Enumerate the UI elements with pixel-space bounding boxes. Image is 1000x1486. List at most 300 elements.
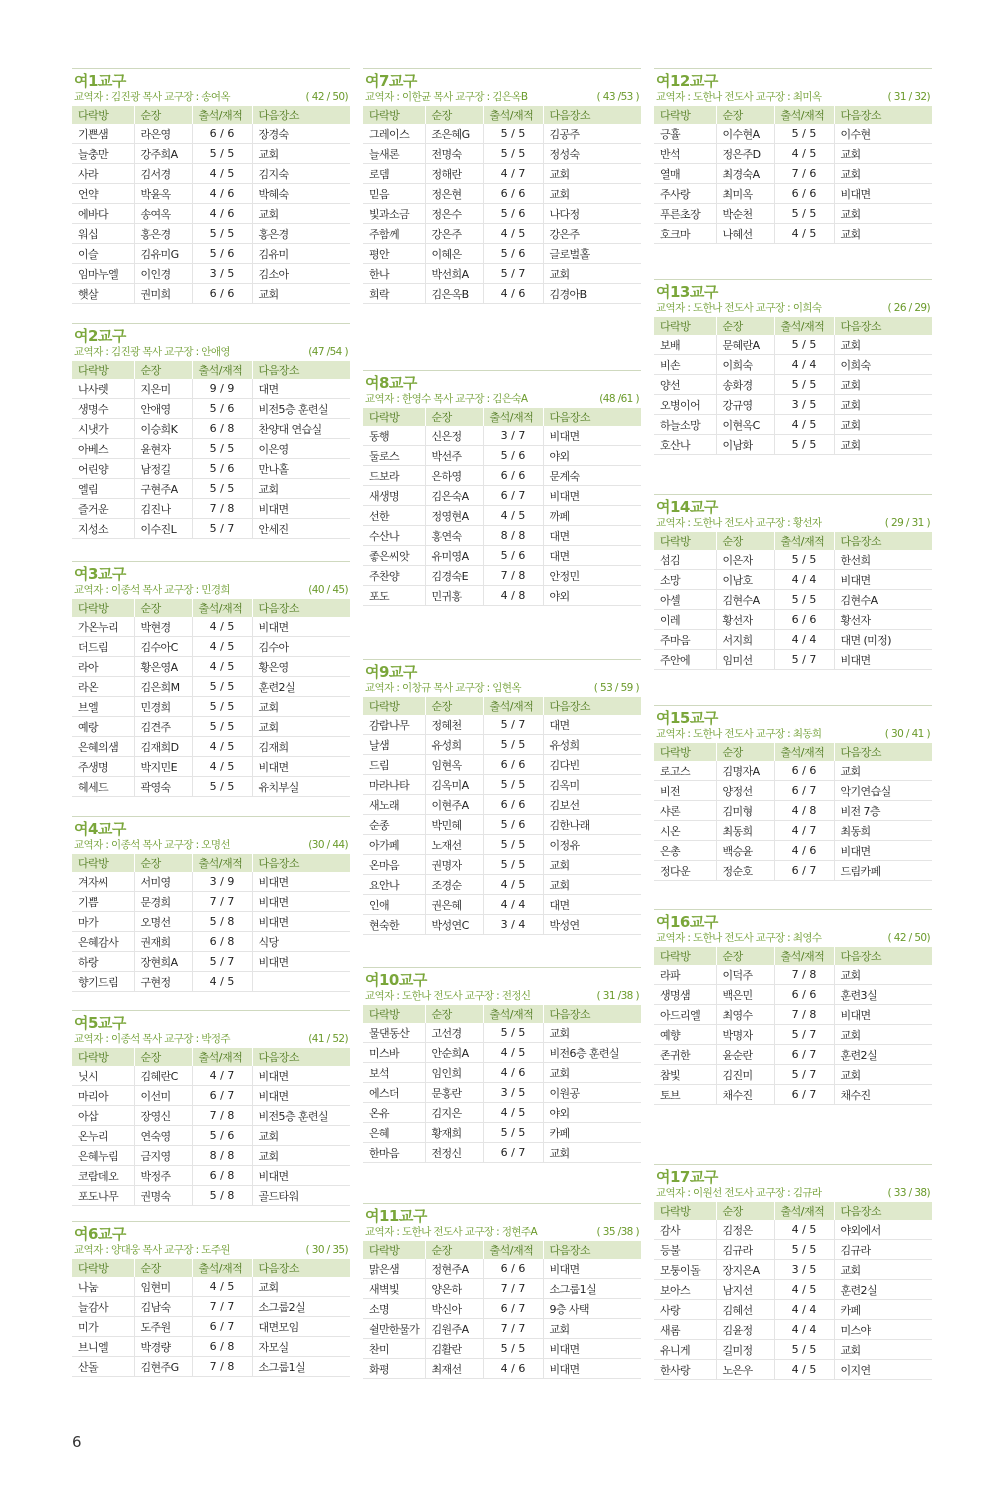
section-top-rule [654, 68, 932, 69]
next-location-header: 다음장소 [252, 854, 350, 872]
leader-name: 민경희 [134, 697, 192, 717]
group-name: 보아스 [654, 1280, 716, 1300]
leader-name: 남지선 [716, 1280, 774, 1300]
next-location: 교회 [543, 184, 641, 204]
district-info [654, 1186, 932, 1202]
next-location: 교회 [834, 144, 932, 164]
next-location: 교회 [543, 875, 641, 895]
leader-header: 순장 [134, 1259, 192, 1277]
table-row [363, 426, 641, 446]
district-leaders: 교역자 : 도한나 전도사 교구장 : 최동희 [656, 728, 822, 740]
district-section [654, 913, 932, 1105]
leader-name: 김윤정 [716, 1320, 774, 1340]
next-location-header: 다음장소 [834, 1202, 932, 1220]
next-location: 대면 [252, 379, 350, 399]
table-header-row [654, 947, 932, 965]
next-location: 비전5층 훈련실 [252, 1106, 350, 1126]
group-name: 토브 [654, 1085, 716, 1105]
leader-name: 송여옥 [134, 204, 192, 224]
group-name: 한나 [363, 264, 425, 284]
group-name: 한사랑 [654, 1360, 716, 1380]
leader-header: 순장 [134, 361, 192, 379]
leader-name: 윤현자 [134, 439, 192, 459]
leader-name: 박민혜 [425, 815, 483, 835]
table-header-row [363, 1241, 641, 1259]
group-name: 아가페 [363, 835, 425, 855]
group-name: 사랑 [654, 1300, 716, 1320]
table-row [363, 1339, 641, 1359]
group-name: 소명 [363, 1299, 425, 1319]
attendance: 3 / 4 [483, 915, 543, 935]
group-name: 참빛 [654, 1065, 716, 1085]
attendance: 5 / 5 [774, 590, 834, 610]
attendance: 6 / 8 [192, 1337, 252, 1357]
district-leaders: 교역자 : 이창규 목사 교구장 : 임현옥 [365, 682, 521, 694]
leader-name: 김현수A [716, 590, 774, 610]
district-leaders: 교역자 : 도한나 전도사 교구장 : 최영수 [656, 932, 822, 944]
leader-name: 전정신 [425, 1143, 483, 1163]
group-header: 다락방 [72, 1048, 134, 1066]
leader-name: 최재선 [425, 1359, 483, 1379]
next-location: 비대면 [834, 841, 932, 861]
table-row [363, 224, 641, 244]
leader-name: 문경희 [134, 892, 192, 912]
attendance: 3 / 5 [192, 264, 252, 284]
group-table [654, 1202, 933, 1380]
district-section [72, 1225, 350, 1377]
attendance: 4 / 5 [192, 637, 252, 657]
table-row [72, 677, 350, 697]
attendance: 9 / 9 [192, 379, 252, 399]
group-name: 소망 [654, 570, 716, 590]
attendance-header: 출석/재적 [774, 532, 834, 550]
group-table [363, 106, 642, 304]
table-row [363, 1259, 641, 1279]
table-row [72, 144, 350, 164]
leader-name: 최동희 [716, 821, 774, 841]
next-location: 교회 [252, 204, 350, 224]
leader-name: 김정은 [716, 1220, 774, 1240]
attendance: 4 / 5 [774, 144, 834, 164]
group-name: 현숙한 [363, 915, 425, 935]
next-location: 교회 [834, 1025, 932, 1045]
group-table [654, 317, 933, 455]
attendance: 7 / 8 [774, 1005, 834, 1025]
group-name: 생명수 [72, 399, 134, 419]
district-leaders: 교역자 : 이한균 목사 교구장 : 김은옥B [365, 91, 528, 103]
next-location: 비대면 [543, 1339, 641, 1359]
next-location: 만나홀 [252, 459, 350, 479]
attendance-header: 출석/재적 [192, 1048, 252, 1066]
group-name: 아베스 [72, 439, 134, 459]
next-location: 비대면 [252, 617, 350, 637]
group-name: 늘새론 [363, 144, 425, 164]
next-location: 비대면 [252, 892, 350, 912]
table-row [72, 519, 350, 539]
district-title: 여11교구 [365, 1207, 427, 1225]
district-leaders: 교역자 : 이원선 전도사 교구장 : 김규라 [656, 1187, 822, 1199]
group-name: 은혜감사 [72, 932, 134, 952]
district-attendance-count: ( 26 / 29) [887, 302, 930, 314]
table-row [363, 775, 641, 795]
district-attendance-count: ( 30 / 41 ) [884, 728, 930, 740]
next-location-header: 다음장소 [834, 317, 932, 335]
group-name: 좋은씨앗 [363, 546, 425, 566]
table-header-row [72, 106, 350, 124]
leader-name: 노재선 [425, 835, 483, 855]
leader-name: 윤순란 [716, 1045, 774, 1065]
next-location: 이원공 [543, 1083, 641, 1103]
group-name: 보석 [363, 1063, 425, 1083]
district-attendance-count: ( 42 / 50) [887, 932, 930, 944]
next-location: 비대면 [543, 1259, 641, 1279]
next-location: 교회 [252, 1126, 350, 1146]
table-row [72, 124, 350, 144]
leader-name: 유미영A [425, 546, 483, 566]
attendance: 6 / 6 [192, 124, 252, 144]
attendance: 4 / 5 [483, 506, 543, 526]
attendance: 6 / 7 [483, 1299, 543, 1319]
group-name: 비전 [654, 781, 716, 801]
leader-name: 정은현 [425, 184, 483, 204]
table-row [654, 985, 932, 1005]
district-title: 여3교구 [74, 565, 126, 583]
attendance: 3 / 5 [774, 395, 834, 415]
group-name: 믿음 [363, 184, 425, 204]
table-row [654, 1065, 932, 1085]
leader-name: 박선주 [425, 446, 483, 466]
table-row [654, 630, 932, 650]
district-attendance-count: (41 / 52) [308, 1033, 348, 1045]
leader-name: 금지영 [134, 1146, 192, 1166]
group-name: 유니게 [654, 1340, 716, 1360]
group-name: 늘감사 [72, 1297, 134, 1317]
next-location: 까페 [543, 506, 641, 526]
group-name: 에스더 [363, 1083, 425, 1103]
group-header: 다락방 [363, 1241, 425, 1259]
table-row [654, 550, 932, 570]
next-location: 교회 [834, 164, 932, 184]
group-name: 워십 [72, 224, 134, 244]
attendance: 5 / 6 [192, 459, 252, 479]
table-row [654, 1300, 932, 1320]
district-leaders: 교역자 : 이종석 목사 교구장 : 민경희 [74, 584, 230, 596]
leader-name: 김견주 [134, 717, 192, 737]
table-row [72, 717, 350, 737]
group-name: 순종 [363, 815, 425, 835]
attendance: 3 / 5 [774, 1260, 834, 1280]
group-table [654, 743, 933, 881]
attendance: 7 / 8 [774, 965, 834, 985]
section-top-rule [72, 68, 350, 69]
next-location: 교회 [834, 1260, 932, 1280]
attendance: 4 / 5 [483, 224, 543, 244]
district-section [363, 374, 641, 606]
leader-name: 조경순 [425, 875, 483, 895]
table-row [72, 1277, 350, 1297]
leader-name: 김재희D [134, 737, 192, 757]
leader-name: 김경숙E [425, 566, 483, 586]
attendance: 7 / 7 [483, 1279, 543, 1299]
next-location: 비전5층 훈련실 [252, 399, 350, 419]
attendance: 6 / 7 [774, 781, 834, 801]
next-location: 대면 [543, 895, 641, 915]
leader-header: 순장 [134, 854, 192, 872]
group-table [72, 106, 351, 304]
next-location: 교회 [252, 1277, 350, 1297]
leader-header: 순장 [716, 317, 774, 335]
next-location: 김현수A [834, 590, 932, 610]
leader-name: 조은혜G [425, 124, 483, 144]
group-table [72, 1259, 351, 1377]
attendance: 5 / 7 [192, 519, 252, 539]
district-title: 여2교구 [74, 327, 126, 345]
leader-name: 길미정 [716, 1340, 774, 1360]
table-row [363, 735, 641, 755]
attendance: 5 / 5 [192, 224, 252, 244]
next-location: 김공주 [543, 124, 641, 144]
attendance: 5 / 5 [192, 777, 252, 797]
table-row [654, 861, 932, 881]
group-name: 늘충만 [72, 144, 134, 164]
leader-header: 순장 [425, 1005, 483, 1023]
attendance: 4 / 5 [192, 757, 252, 777]
next-location: 유치부실 [252, 777, 350, 797]
next-location: 김규라 [834, 1240, 932, 1260]
attendance-header: 출석/재적 [774, 317, 834, 335]
group-name: 주찬양 [363, 566, 425, 586]
next-location: 교회 [834, 761, 932, 781]
group-table [363, 1241, 642, 1379]
group-name: 주함께 [363, 224, 425, 244]
table-row [654, 1340, 932, 1360]
leader-name: 강규영 [716, 395, 774, 415]
group-header: 다락방 [72, 599, 134, 617]
table-header-row [654, 317, 932, 335]
attendance: 5 / 5 [192, 677, 252, 697]
next-location: 나다정 [543, 204, 641, 224]
district-section [72, 327, 350, 539]
leader-name: 이남화 [716, 435, 774, 455]
table-row [72, 972, 350, 992]
attendance: 4 / 5 [192, 617, 252, 637]
group-name: 브니엘 [72, 1337, 134, 1357]
attendance: 4 / 8 [483, 586, 543, 606]
table-row [72, 1357, 350, 1377]
leader-name: 정현주A [425, 1259, 483, 1279]
leader-name: 박현경 [134, 617, 192, 637]
leader-name: 황선자 [716, 610, 774, 630]
table-row [363, 875, 641, 895]
district-leaders: 교역자 : 양대웅 목사 교구장 : 도주원 [74, 1244, 230, 1256]
leader-name: 김은숙A [425, 486, 483, 506]
next-location: 골드타워 [252, 1186, 350, 1206]
leader-name: 황은영A [134, 657, 192, 677]
group-name: 라파 [654, 965, 716, 985]
district-attendance-count: ( 42 / 50) [305, 91, 348, 103]
next-location [252, 972, 350, 992]
attendance-header: 출석/재적 [192, 1259, 252, 1277]
district-info [363, 681, 641, 697]
group-header: 다락방 [654, 743, 716, 761]
table-row [654, 1085, 932, 1105]
attendance: 5 / 8 [192, 1186, 252, 1206]
group-name: 겨자씨 [72, 872, 134, 892]
section-top-rule [654, 705, 932, 706]
district-attendance-count: ( 30 / 35) [305, 1244, 348, 1256]
next-location: 이지연 [834, 1360, 932, 1380]
next-location: 교회 [834, 204, 932, 224]
leader-name: 김규라 [716, 1240, 774, 1260]
attendance: 4 / 5 [774, 415, 834, 435]
leader-name: 김지은 [425, 1103, 483, 1123]
leader-name: 김진나 [134, 499, 192, 519]
table-row [363, 915, 641, 935]
leader-name: 임현옥 [425, 755, 483, 775]
next-location: 유성희 [543, 735, 641, 755]
next-location-header: 다음장소 [252, 1259, 350, 1277]
group-name: 나사렛 [72, 379, 134, 399]
district-info [363, 989, 641, 1005]
next-location: 교회 [834, 335, 932, 355]
leader-name: 라은영 [134, 124, 192, 144]
group-header: 다락방 [72, 854, 134, 872]
next-location: 비대면 [834, 184, 932, 204]
leader-name: 권재희 [134, 932, 192, 952]
table-header-row [363, 106, 641, 124]
group-name: 헤세드 [72, 777, 134, 797]
attendance: 4 / 4 [774, 630, 834, 650]
table-row [72, 1317, 350, 1337]
leader-name: 채수진 [716, 1085, 774, 1105]
group-name: 푸른초장 [654, 204, 716, 224]
district-section [363, 72, 641, 304]
attendance: 4 / 7 [483, 164, 543, 184]
group-name: 존귀한 [654, 1045, 716, 1065]
group-name: 이슬 [72, 244, 134, 264]
next-location-header: 다음장소 [834, 743, 932, 761]
attendance: 7 / 8 [192, 1106, 252, 1126]
group-name: 모퉁이돌 [654, 1260, 716, 1280]
leader-name: 이선미 [134, 1086, 192, 1106]
district-section [363, 971, 641, 1163]
next-location: 문계숙 [543, 466, 641, 486]
group-name: 새생명 [363, 486, 425, 506]
district-attendance-count: ( 35 /38 ) [596, 1226, 639, 1238]
leader-name: 김남숙 [134, 1297, 192, 1317]
group-header: 다락방 [72, 361, 134, 379]
attendance: 5 / 5 [774, 1340, 834, 1360]
table-row [654, 801, 932, 821]
group-header: 다락방 [654, 106, 716, 124]
district-attendance-count: ( 33 / 38) [887, 1187, 930, 1199]
attendance: 6 / 6 [774, 184, 834, 204]
attendance-header: 출석/재적 [483, 408, 543, 426]
section-top-rule [654, 279, 932, 280]
group-name: 드림 [363, 755, 425, 775]
group-name: 온유 [363, 1103, 425, 1123]
table-row [363, 795, 641, 815]
leader-name: 양정선 [716, 781, 774, 801]
leader-header: 순장 [716, 532, 774, 550]
next-location: 안세진 [252, 519, 350, 539]
next-location: 이은영 [252, 439, 350, 459]
table-row [654, 1260, 932, 1280]
group-table [654, 532, 933, 670]
attendance: 4 / 7 [192, 1066, 252, 1086]
table-row [72, 757, 350, 777]
leader-name: 임미선 [716, 650, 774, 670]
table-row [654, 335, 932, 355]
attendance: 8 / 8 [192, 1146, 252, 1166]
table-row [363, 586, 641, 606]
attendance: 5 / 7 [774, 1025, 834, 1045]
next-location-header: 다음장소 [252, 1048, 350, 1066]
group-name: 쉴만한물가 [363, 1319, 425, 1339]
table-row [72, 1297, 350, 1317]
attendance: 7 / 7 [192, 1297, 252, 1317]
district-section [654, 72, 932, 244]
group-name: 주사랑 [654, 184, 716, 204]
group-table [654, 947, 933, 1105]
table-row [654, 1005, 932, 1025]
attendance: 3 / 5 [483, 1083, 543, 1103]
table-row [363, 1123, 641, 1143]
table-row [654, 144, 932, 164]
next-location: 교회 [252, 697, 350, 717]
leader-name: 김은옥B [425, 284, 483, 304]
group-name: 한마음 [363, 1143, 425, 1163]
district-attendance-count: ( 31 /38 ) [596, 990, 639, 1002]
leader-name: 지은미 [134, 379, 192, 399]
table-row [654, 590, 932, 610]
next-location: 찬양대 연습실 [252, 419, 350, 439]
table-row [72, 439, 350, 459]
next-location: 교회 [543, 164, 641, 184]
leader-name: 유성희 [425, 735, 483, 755]
next-location: 장경숙 [252, 124, 350, 144]
group-name: 로뎀 [363, 164, 425, 184]
attendance: 5 / 5 [483, 1123, 543, 1143]
next-location: 대면 [543, 715, 641, 735]
district-info [72, 838, 350, 854]
next-location-header: 다음장소 [543, 408, 641, 426]
group-name: 온누리 [72, 1126, 134, 1146]
group-header: 다락방 [654, 1202, 716, 1220]
leader-name: 안애영 [134, 399, 192, 419]
district-attendance-count: ( 31 / 32) [887, 91, 930, 103]
district-section [72, 820, 350, 992]
next-location: 김옥미 [543, 775, 641, 795]
district-info [72, 90, 350, 106]
leader-name: 서미영 [134, 872, 192, 892]
attendance: 5 / 7 [192, 952, 252, 972]
district-leaders: 교역자 : 도한나 전도사 교구장 : 이희숙 [656, 302, 822, 314]
attendance: 6 / 6 [483, 795, 543, 815]
table-row [363, 715, 641, 735]
next-location: 자모실 [252, 1337, 350, 1357]
district-section [654, 283, 932, 455]
leader-header: 순장 [134, 106, 192, 124]
group-name: 시온 [654, 821, 716, 841]
leader-name: 송화경 [716, 375, 774, 395]
leader-header: 순장 [134, 599, 192, 617]
attendance: 5 / 6 [483, 446, 543, 466]
attendance: 5 / 5 [774, 435, 834, 455]
next-location: 글로벌홀 [543, 244, 641, 264]
attendance: 6 / 6 [483, 755, 543, 775]
attendance: 4 / 5 [774, 1280, 834, 1300]
